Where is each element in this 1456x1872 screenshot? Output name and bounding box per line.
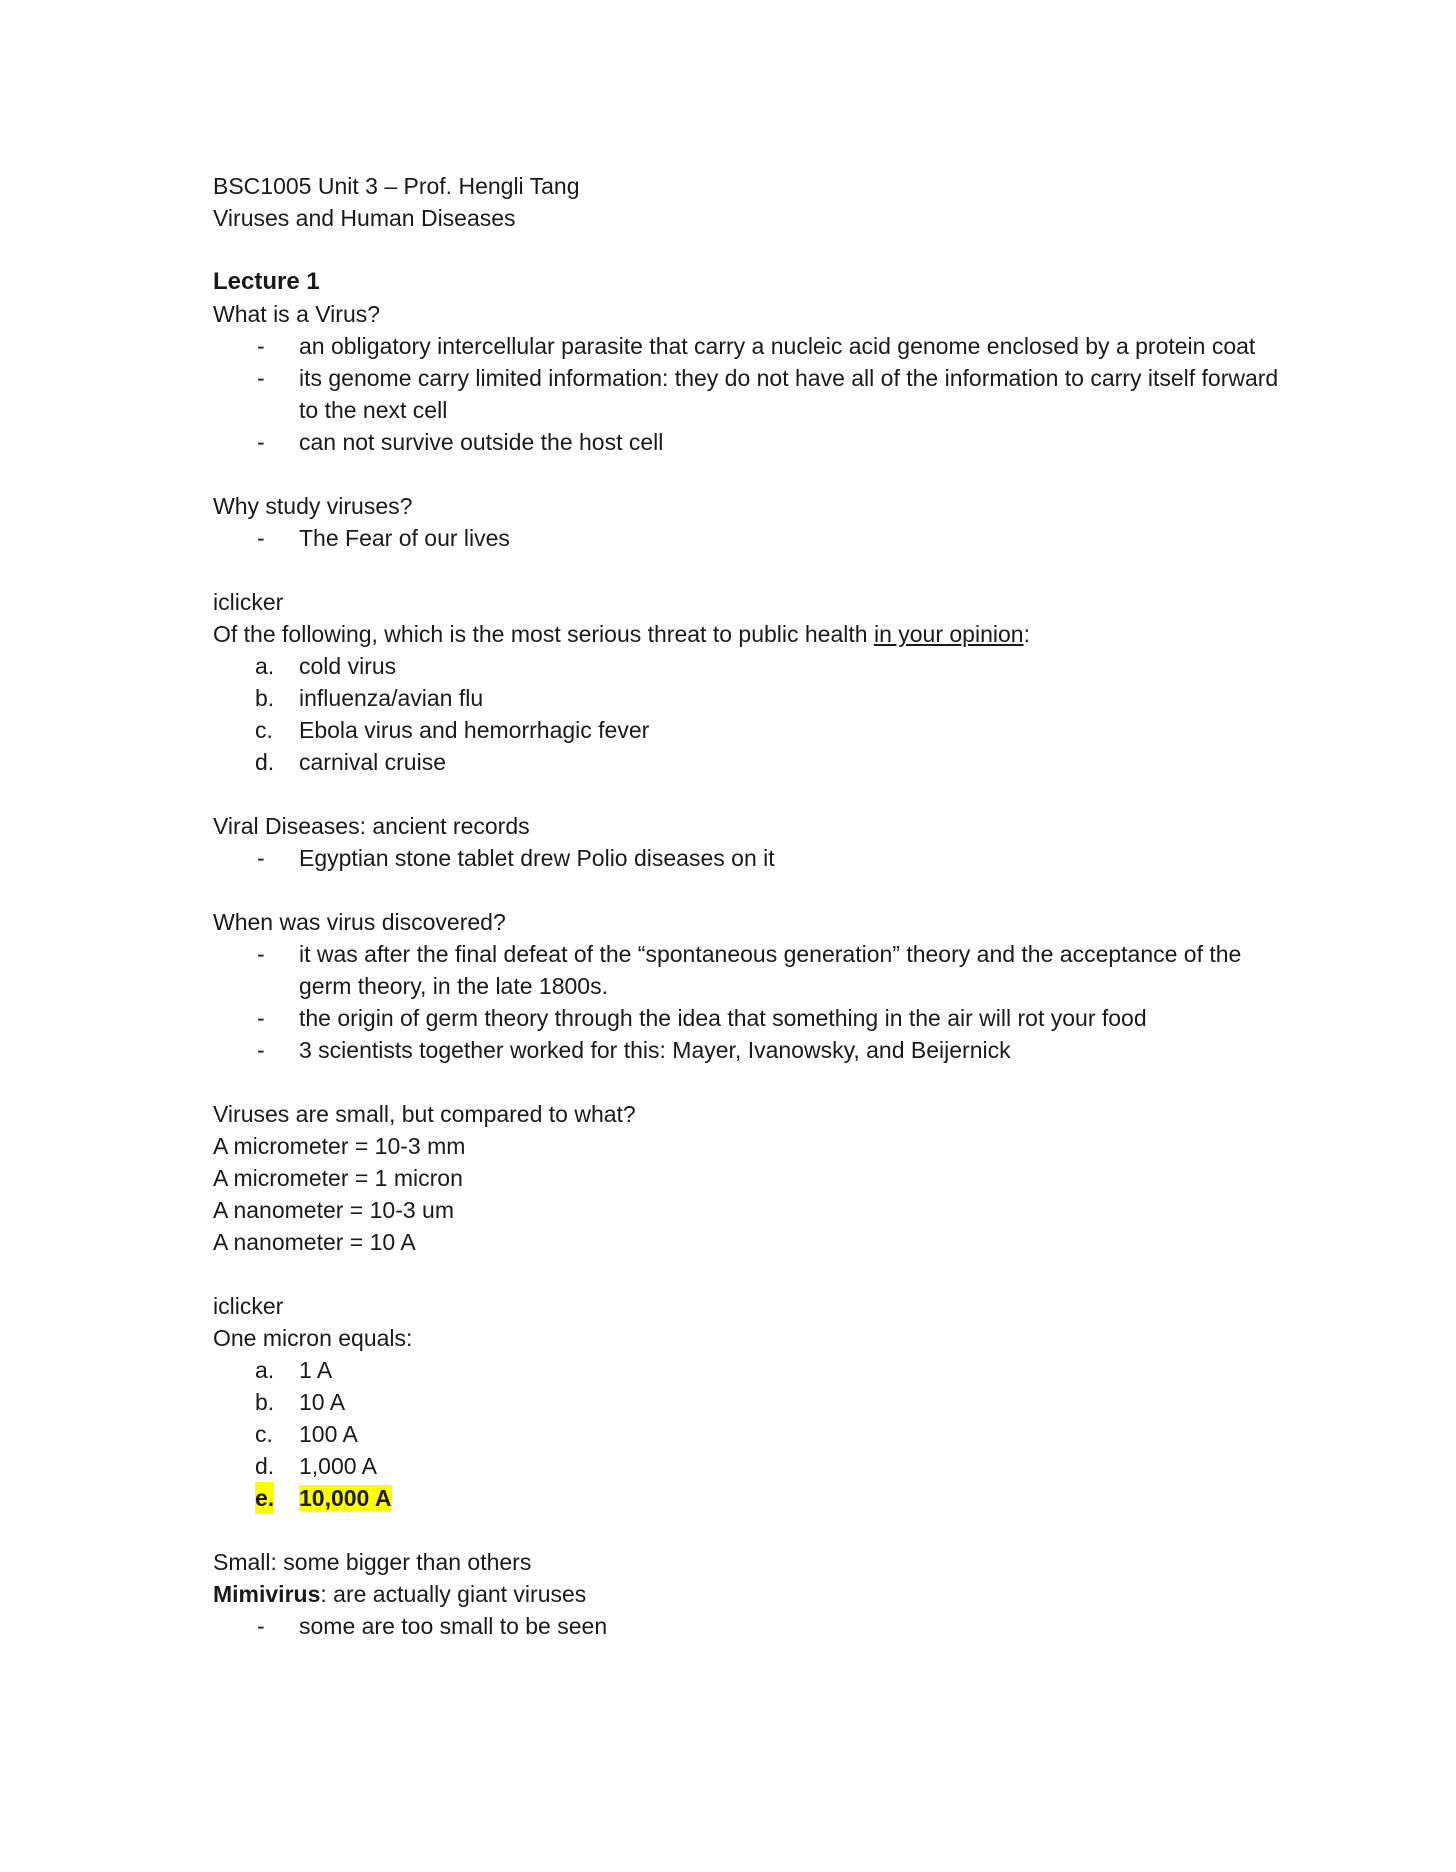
size-line: A nanometer = 10 A [213,1229,416,1255]
list-item: - some are too small to be seen [257,1613,608,1639]
iclicker-options [213,650,1253,778]
list-item: - Egyptian stone tablet drew Polio diseases on it [257,845,775,871]
highlighted-answer: e. 10,000 A [213,1482,1253,1514]
underlined-phrase: in your opinion [873,621,1024,647]
what-is-virus-list [213,330,1279,458]
topic-header: Viruses and Human Diseases [213,205,516,231]
list-item: c. Ebola virus and hemorrhagic fever [255,717,650,743]
size-line: A nanometer = 10-3 um [213,1197,455,1223]
iclicker-label: iclicker [213,589,284,615]
discovery-list [213,938,1253,1066]
list-item: - The Fear of our lives [257,525,510,551]
what-is-virus-question: What is a Virus? [213,301,381,327]
small-list [213,1610,1253,1642]
small-heading: Small: some bigger than others [213,1549,532,1575]
list-item: d. 1,000 A [255,1453,378,1479]
size-question: Viruses are small, but compared to what? [213,1101,636,1127]
size-line: A micrometer = 10-3 mm [213,1133,466,1159]
list-item: d. carnival cruise [255,749,446,775]
list-item: - it was after the final defeat of the “spontaneous generation” theory and the acceptance of the germ theory, in the late 1800s. [257,941,1242,999]
why-study-list [213,522,1253,554]
list-item: - its genome carry limited information: they do not have all of the information to carry itself forward to the next cell [257,365,1279,423]
document-page [213,170,1279,1642]
list-item: - the origin of germ theory through the idea that something in the air will rot your food [257,1005,1147,1031]
mimivirus-term: Mimivirus [213,1581,321,1607]
iclicker-options [213,1354,1253,1514]
lecture-title: Lecture 1 [213,268,320,295]
list-item: b. influenza/avian flu [255,685,484,711]
iclicker-question: One micron equals: [213,1325,413,1351]
iclicker-label: iclicker [213,1293,284,1319]
course-header: BSC1005 Unit 3 – Prof. Hengli Tang [213,173,580,199]
discovery-question: When was virus discovered? [213,909,506,935]
list-item: a. 1 A [255,1357,333,1383]
ancient-records-list [213,842,1253,874]
ancient-records-heading: Viral Diseases: ancient records [213,813,530,839]
list-item: - an obligatory intercellular parasite that carry a nucleic acid genome enclosed by a protein coat [257,333,1256,359]
size-line: A micrometer = 1 micron [213,1165,463,1191]
list-item: b. 10 A [255,1389,346,1415]
list-item: c. 100 A [255,1421,358,1447]
list-item: - can not survive outside the host cell [257,429,664,455]
list-item: a. cold virus [255,653,397,679]
why-study-question: Why study viruses? [213,493,413,519]
list-item: - 3 scientists together worked for this: Mayer, Ivanowsky, and Beijernick [257,1037,1011,1063]
mimivirus-line: Mimivirus: are actually giant viruses [213,1581,587,1607]
iclicker-question: Of the following, which is the most serious threat to public health in your opinion: [213,621,1030,647]
